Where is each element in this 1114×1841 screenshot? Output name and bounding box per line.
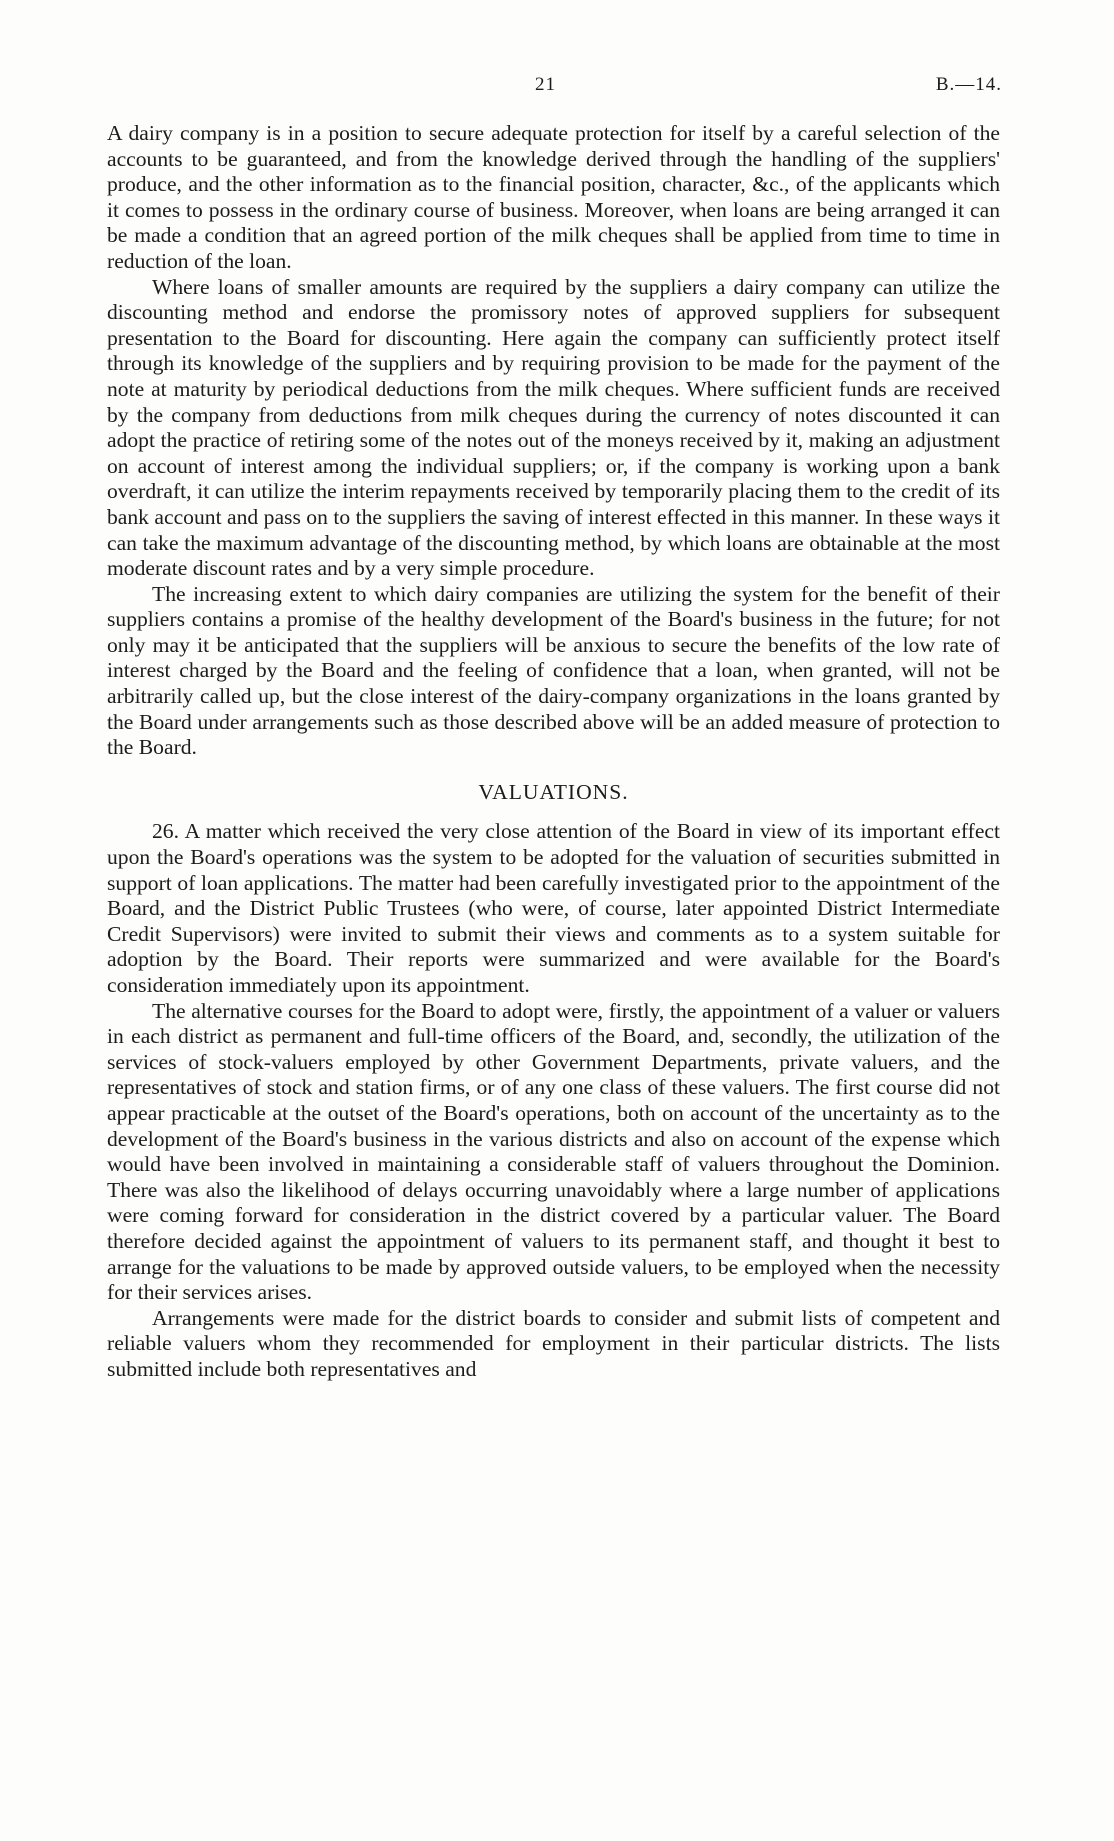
page-header (0, 74, 1114, 98)
paragraph: A dairy company is in a position to secure adequate protection for itself by a careful selection of the accounts to be guaranteed, and from the knowledge derived through the handling of the suppliers' produce, and the other information as to the financial position, character, &c., of the applicants which it comes to possess in the ordinary course of business. Moreover, when loans are being arranged it can be made a condition that an agreed portion of the milk cheques shall be applied from time to time in reduction of the loan. (107, 121, 1000, 273)
document-reference: B.—14. (935, 74, 1002, 95)
page-number: 21 (535, 74, 556, 95)
paragraph: The increasing extent to which dairy companies are utilizing the system for the benefit of their suppliers contains a promise of the healthy development of the Board's business in the future; for not only may it be anticipated that the suppliers will be anxious to secure the benefits of the low rate of interest charged by the Board and the feeling of confidence that a loan, when granted, will not be arbitrarily called up, but the close interest of the dairy-company organizations in the loans granted by the Board under arrangements such as those described above will be an added measure of protection to the Board. (107, 581, 1000, 760)
paragraph: Arrangements were made for the district boards to consider and submit lists of competent and reliable valuers whom they recommended for employment in their particular districts. The lists submitted include both representatives and (107, 1305, 1000, 1381)
section-heading: VALUATIONS. (478, 779, 629, 804)
paragraph: 26. A matter which received the very close attention of the Board in view of its important effect upon the Board's operations was the system to be adopted for the valuation of securities submitted in support of loan applications. The matter had been carefully investigated prior to the appointment of the Board, and the District Public Trustees (who were, of course, later appointed District Intermediate Credit Supervisors) were invited to submit their views and comments as to a system suitable for adoption by the Board. Their reports were summarized and were available for the Board's consideration immediately upon its appointment. (107, 819, 1000, 997)
body-text (107, 121, 1000, 1383)
paragraph: The alternative courses for the Board to adopt were, firstly, the appointment of a valuer or valuers in each district as permanent and full-time officers of the Board, and, secondly, the utilization of the services of stock-valuers employed by other Government Departments, private valuers, and the representatives of stock and station firms, or of any one class of these valuers. The first course did not appear practicable at the outset of the Board's operations, both on account of the uncertainty as to the development of the Board's business in the various districts and also on account of the expense which would have been involved in maintaining a considerable staff of valuers throughout the Dominion. There was also the likelihood of delays occurring unavoidably where a large number of applications were coming forward for consideration in the district covered by a particular valuer. The Board therefore decided against the appointment of valuers to its permanent staff, and thought it best to arrange for the valuations to be made by approved outside valuers, to be employed when the necessity for their services arises. (107, 998, 1000, 1305)
paragraph: Where loans of smaller amounts are required by the suppliers a dairy company can utilize the discounting method and endorse the promissory notes of approved suppliers for subsequent presentation to the Board for discounting. Here again the company can sufficiently protect itself through its knowledge of the suppliers and by requiring provision to be made for the payment of the note at maturity by periodical deductions from the milk cheques. Where sufficient funds are received by the company from deductions from milk cheques during the currency of notes discounted it can adopt the practice of retiring some of the notes out of the moneys received by it, making an adjustment on account of interest among the individual suppliers; or, if the company is working upon a bank overdraft, it can utilize the interim repayments received by temporarily placing them to the credit of its bank account and pass on to the suppliers the saving of interest effected in this manner. In these ways it can take the maximum advantage of the discounting method, by which loans are obtainable at the most moderate discount rates and by a very simple procedure. (107, 274, 1000, 581)
